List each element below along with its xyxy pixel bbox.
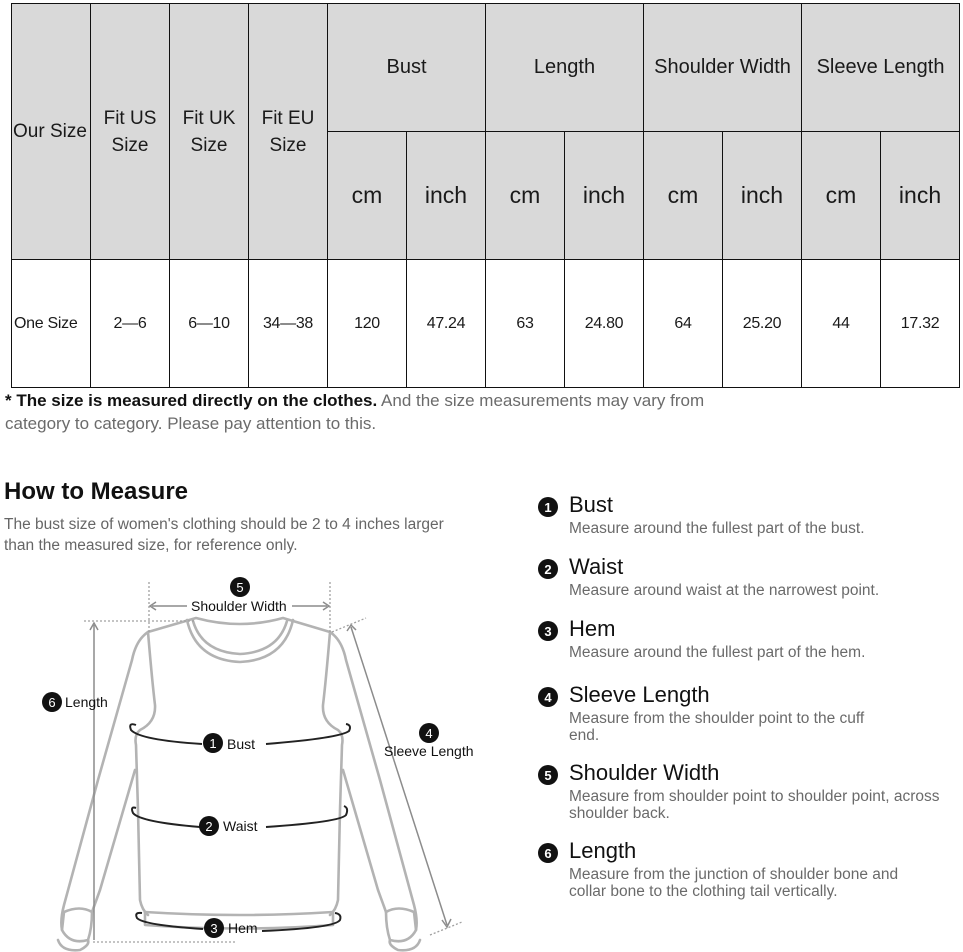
header-unit-cm: cm	[644, 132, 723, 260]
legend-desc: Measure from the junction of shoulder bone and collar bone to the clothing tail vertically.	[569, 866, 899, 900]
number-3-icon: 3	[538, 621, 558, 641]
header-unit-cm: cm	[328, 132, 407, 260]
legend-desc: Measure around the fullest part of the hem.	[569, 644, 866, 661]
size-note	[5, 389, 765, 435]
header-length: Length	[486, 4, 644, 132]
header-unit-cm: cm	[486, 132, 565, 260]
number-5-icon: 5	[538, 765, 558, 785]
header-sleeve-length: Sleeve Length	[802, 4, 960, 132]
legend-title: Waist	[569, 554, 624, 579]
cell-fit-us: 2—6	[91, 260, 170, 388]
length-label: Length	[65, 694, 108, 710]
cell-fit-eu: 34—38	[249, 260, 328, 388]
sweater-measurement-diagram	[0, 570, 490, 952]
cell-shoulder-cm: 64	[644, 260, 723, 388]
cell-sleeve-cm: 44	[802, 260, 881, 388]
bust-label: Bust	[227, 736, 256, 752]
sleeve-length-label: Sleeve Length	[384, 743, 474, 759]
header-fit-uk: Fit UK Size	[170, 4, 249, 260]
header-bust: Bust	[328, 4, 486, 132]
cell-bust-cm: 120	[328, 260, 407, 388]
hem-label: Hem	[228, 920, 258, 936]
cell-our-size: One Size	[12, 260, 91, 388]
legend-title: Sleeve Length	[569, 682, 710, 707]
cell-sleeve-inch: 17.32	[881, 260, 960, 388]
sweater-outline-icon	[0, 570, 490, 952]
size-note-bold: * The size is measured directly on the clothes.	[5, 391, 378, 410]
table-row	[12, 260, 960, 388]
legend-title: Shoulder Width	[569, 760, 720, 785]
header-fit-us: Fit US Size	[91, 4, 170, 260]
legend-desc: Measure around waist at the narrowest point.	[569, 582, 880, 599]
size-note-rest: And the size measurements may vary from category to category. Please pay attention to this.	[5, 391, 705, 433]
legend-desc: Measure from the shoulder point to the cuff end.	[569, 710, 865, 744]
header-unit-inch: inch	[407, 132, 486, 260]
number-2-icon: 2	[538, 559, 558, 579]
bust-number-icon: 1	[203, 733, 223, 753]
number-1-icon: 1	[538, 497, 558, 517]
legend-desc: Measure from shoulder point to shoulder point, across shoulder back.	[569, 788, 940, 822]
waist-label: Waist	[223, 818, 258, 834]
cell-bust-inch: 47.24	[407, 260, 486, 388]
header-our-size: Our Size	[12, 4, 91, 260]
waist-number-icon: 2	[199, 816, 219, 836]
number-6-icon: 6	[538, 843, 558, 863]
cell-shoulder-inch: 25.20	[723, 260, 802, 388]
cell-length-cm: 63	[486, 260, 565, 388]
sleeve-length-number-icon: 4	[419, 723, 439, 743]
how-to-measure-title: How to Measure	[4, 478, 189, 505]
header-unit-cm: cm	[802, 132, 881, 260]
legend-title: Bust	[569, 492, 614, 517]
size-chart-table	[11, 3, 960, 388]
how-to-measure-description: The bust size of women's clothing should be 2 to 4 inches larger than the measured size, for reference only.	[4, 516, 444, 554]
header-fit-eu: Fit EU Size	[249, 4, 328, 260]
header-unit-inch: inch	[881, 132, 960, 260]
length-number-icon: 6	[42, 692, 62, 712]
header-shoulder-width: Shoulder Width	[644, 4, 802, 132]
legend-desc: Measure around the fullest part of the bust.	[569, 520, 865, 537]
shoulder-width-label: Shoulder Width	[191, 598, 287, 614]
cell-length-inch: 24.80	[565, 260, 644, 388]
number-4-icon: 4	[538, 687, 558, 707]
legend-title: Hem	[569, 616, 616, 641]
header-unit-inch: inch	[565, 132, 644, 260]
hem-number-icon: 3	[204, 918, 224, 938]
shoulder-width-number-icon: 5	[230, 577, 250, 597]
legend-title: Length	[569, 838, 637, 863]
header-unit-inch: inch	[723, 132, 802, 260]
cell-fit-uk: 6—10	[170, 260, 249, 388]
